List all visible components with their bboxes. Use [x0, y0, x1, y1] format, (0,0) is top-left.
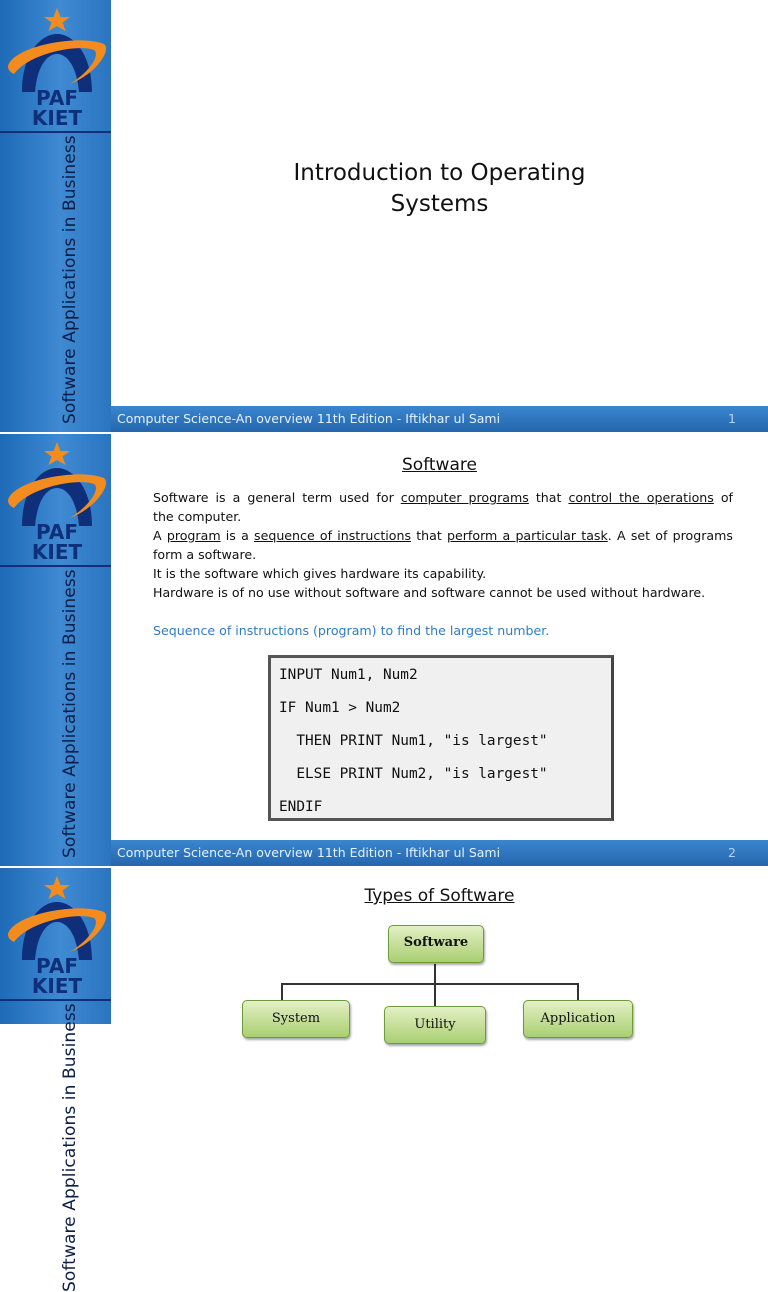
vertical-course-title: Software Applications in Business: [60, 569, 80, 858]
slide-title: Types of Software: [364, 886, 515, 906]
slide-title-line-2: Systems: [390, 191, 489, 217]
diagram-connector: [282, 983, 578, 985]
code-line: ELSE PRINT Num2, "is largest": [279, 766, 548, 782]
diagram-node-application: Application: [523, 1000, 633, 1038]
slide-2: [0, 434, 768, 866]
slide-title: Software: [402, 455, 477, 475]
logo-text-kiet: KIET: [31, 974, 83, 998]
paragraph-1-cont: the computer.: [153, 509, 242, 524]
paf-kiet-logo-icon: [0, 868, 111, 1004]
code-line: INPUT Num1, Num2: [279, 667, 418, 683]
diagram-node-system: System: [242, 1000, 350, 1038]
code-line: THEN PRINT Num1, "is largest": [279, 733, 548, 749]
paf-kiet-logo-icon: [0, 434, 111, 570]
footer-text: Computer Science-An overview 11th Edition - Iftikhar ul Sami: [117, 845, 501, 860]
slide-3: [0, 868, 768, 1292]
vertical-course-title: Software Applications in Business: [60, 1003, 80, 1292]
code-line: ENDIF: [279, 799, 323, 815]
slide-footer: [111, 840, 768, 866]
page-number: 2: [728, 845, 736, 860]
footer-text: Computer Science-An overview 11th Edition - Iftikhar ul Sami: [117, 411, 501, 426]
logo-text-paf: PAF: [36, 954, 78, 978]
sidebar: [0, 868, 111, 1292]
diagram-connector: [434, 983, 436, 1007]
slide-title-line-1: Introduction to Operating: [293, 160, 586, 186]
paragraph-2-cont: form a software.: [153, 547, 257, 562]
slide-body: [153, 488, 733, 602]
paragraph-1: Software is a general term used for computer programs that control the operations of: [153, 490, 733, 505]
diagram-connector: [577, 983, 579, 1001]
sequence-caption: Sequence of instructions (program) to find the largest number.: [153, 623, 550, 638]
code-block: [268, 655, 614, 821]
diagram-node-utility: Utility: [384, 1006, 486, 1044]
logo-text-paf: PAF: [36, 520, 78, 544]
diagram-connector: [434, 964, 436, 984]
slide-footer: [111, 406, 768, 432]
logo-text-kiet: KIET: [31, 106, 83, 130]
sidebar: [0, 434, 111, 866]
code-line: IF Num1 > Num2: [279, 700, 401, 716]
diagram-connector: [281, 983, 283, 1001]
paragraph-2: A program is a sequence of instructions that perform a particular task. A set of programs: [153, 528, 733, 543]
diagram-node-software: Software: [388, 925, 484, 963]
logo-text-kiet: KIET: [31, 540, 83, 564]
logo-text-paf: PAF: [36, 86, 78, 110]
vertical-course-title: Software Applications in Business: [60, 135, 80, 424]
slide-1: [0, 0, 768, 432]
paragraph-3: It is the software which gives hardware its capability.: [153, 566, 487, 581]
paf-kiet-logo-icon: [0, 0, 111, 136]
page-number: 1: [728, 411, 736, 426]
slide-title: [111, 158, 768, 220]
sidebar: [0, 0, 111, 432]
paragraph-4: Hardware is of no use without software and software cannot be used without hardware.: [153, 585, 706, 600]
